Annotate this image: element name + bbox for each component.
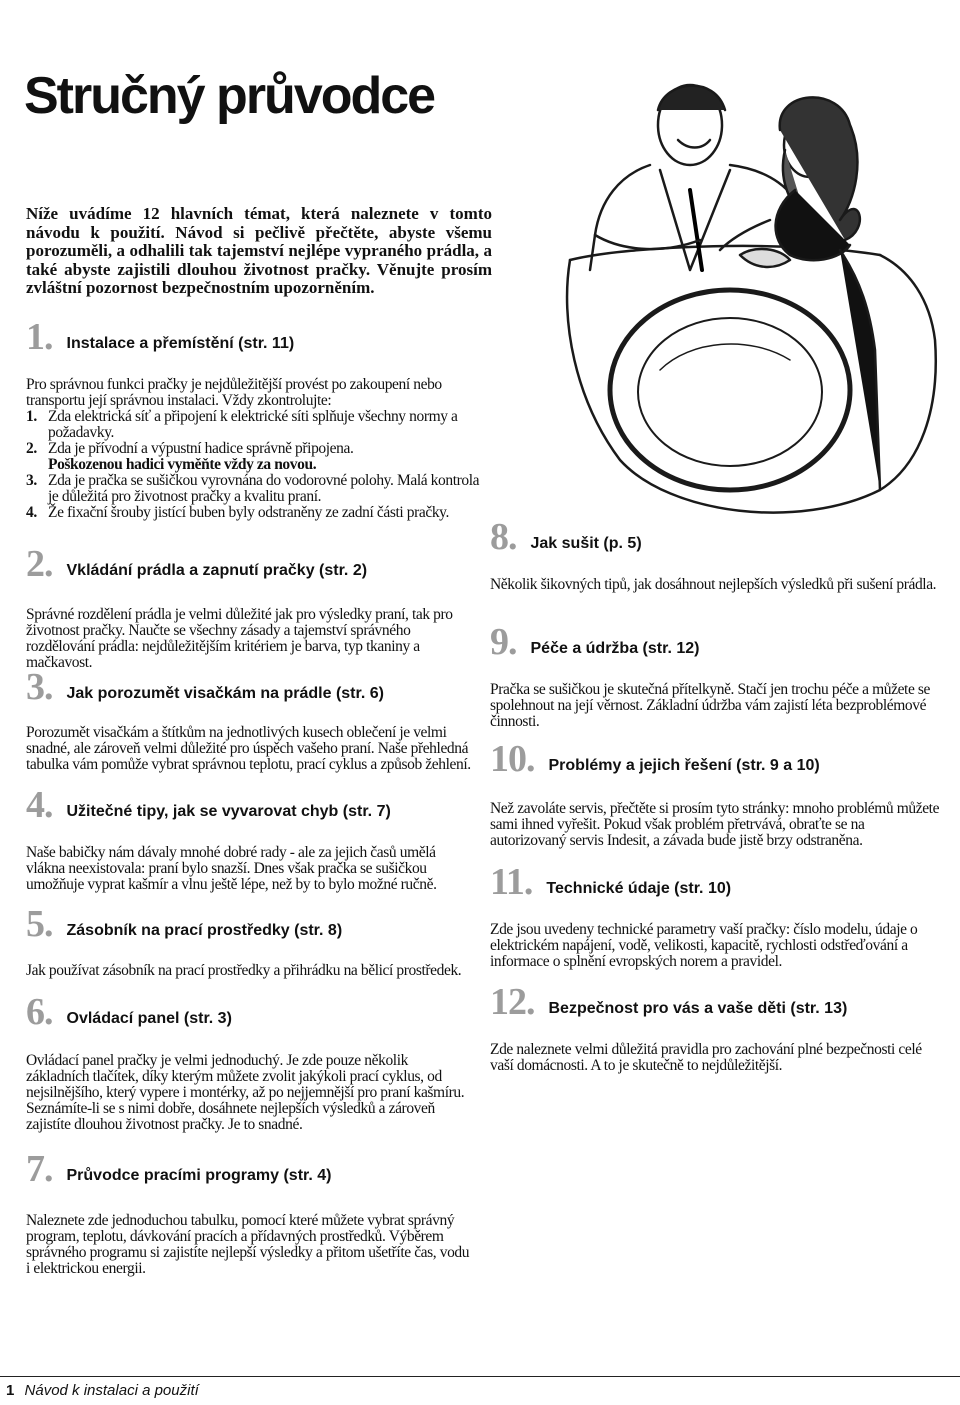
- section-5-header: [26, 905, 342, 943]
- section-10-body: Než zavoláte servis, přečtěte si prosím tyto stránky: mnoho problémů můžete sami ihned vyřešit. Pokud však problém přetrvává, obraťte se na autorizovaný servis Indesit, a závada bude jistě brzy odstraněna.: [490, 800, 940, 849]
- section-heading: Jak sušit (p. 5): [530, 535, 642, 552]
- section-heading: Péče a údržba (str. 12): [530, 640, 700, 657]
- section-1-text: Pro správnou funkci pračky je nejdůležitější provést po zakoupení nebo transportu její správnou instalaci. Vždy zkontrolujte:: [26, 376, 442, 409]
- section-number: 8.: [490, 516, 517, 558]
- section-4-header: [26, 786, 391, 824]
- section-12-body: Zde naleznete velmi důležitá pravidla pro zachování plné bezpečnosti celé vaší domácnosti. A to je skutečně to nejdůležitější.: [490, 1041, 922, 1074]
- section-heading: Užitečné tipy, jak se vyvarovat chyb (str. 7): [66, 803, 391, 820]
- section-1-body: [26, 377, 486, 521]
- section-1-header: [26, 318, 294, 356]
- couple-washing-machine-illustration: [540, 70, 960, 530]
- section-heading: Problémy a jejich řešení (str. 9 a 10): [548, 757, 820, 774]
- section-number: 12.: [490, 981, 535, 1023]
- list-item: 4. Že fixační šrouby jistící buben byly odstraněny ze zadní části pračky.: [26, 504, 449, 521]
- intro-paragraph: Níže uvádíme 12 hlavních témat, která naleznete v tomto návodu k použití. Návod si pečlivě přečtěte, abyste všemu porozuměli, a odhalili tak tajemství nejlépe vypraného prádla, a také abyste zajistili dlouhou životnost pračky. Věnujte prosím zvláštní pozornost bezpečnostním upozorněním.: [26, 204, 492, 297]
- list-item: 2. Zda je přívodní a výpustní hadice správně připojena. Poškozenou hadici vyměňte vždy za novou.: [26, 440, 354, 473]
- page-footer: [6, 1382, 199, 1399]
- section-5-body: Jak používat zásobník na prací prostředky a přihrádku na bělicí prostředek.: [26, 962, 462, 979]
- section-9-header: [490, 623, 699, 661]
- section-6-header: [26, 993, 232, 1031]
- section-2-body: Správné rozdělení prádla je velmi důležité jak pro výsledky praní, tak pro životnost pračky. Naučte se všechny zásady a tajemství správného rozdělování prádla: nejdůležitějším kritériem je barva, typ tkaniny a mačkavost.: [26, 606, 453, 671]
- warning-note: Poškozenou hadici vyměňte vždy za novou.: [48, 456, 317, 473]
- section-7-body: Naleznete zde jednoduchou tabulku, pomocí které můžete vybrat správný program, teplotu, dávkování pracích a přídavných prostředků. Výběrem správného programu si zajistíte nejlepší výsledky a přitom ušetříte čas, vodu i elektrickou energii.: [26, 1212, 470, 1277]
- page-number: 1: [6, 1382, 15, 1399]
- section-heading: Instalace a přemístění (str. 11): [66, 335, 295, 352]
- section-number: 9.: [490, 621, 517, 663]
- section-number: 5.: [26, 903, 53, 945]
- section-heading: Průvodce pracími programy (str. 4): [66, 1167, 332, 1184]
- section-7-header: [26, 1150, 331, 1188]
- page-title: Stručný průvodce: [24, 67, 435, 125]
- section-number: 3.: [26, 666, 53, 708]
- section-8-body: Několik šikovných tipů, jak dosáhnout nejlepších výsledků při sušení prádla.: [490, 576, 937, 593]
- footer-title: Návod k instalaci a použití: [24, 1382, 199, 1399]
- section-heading: Zásobník na prací prostředky (str. 8): [66, 922, 343, 939]
- section-4-body: Naše babičky nám dávaly mnohé dobré rady - ale za jejich časů umělá vlákna neexistovala: praní bylo snazší. Dnes však pračka se sušičkou umožňuje vyprat kašmír a vlnu ještě lépe, než by to bylo možné ručně.: [26, 844, 437, 893]
- section-12-header: [490, 983, 847, 1021]
- section-11-body: Zde jsou uvedeny technické parametry vaší pračky: číslo modelu, údaje o elektrickém napájení, vodě, velikosti, kapacitě, rychlosti odstřeďování a informace o splnění evropských norem a pravidel.: [490, 921, 918, 970]
- section-heading: Jak porozumět visačkám na prádle (str. 6): [66, 685, 384, 702]
- section-11-header: [490, 863, 731, 901]
- section-3-header: [26, 668, 384, 706]
- section-number: 1.: [26, 316, 53, 358]
- section-number: 10.: [490, 738, 535, 780]
- section-heading: Technické údaje (str. 10): [546, 880, 732, 897]
- section-heading: Ovládací panel (str. 3): [66, 1010, 232, 1027]
- section-number: 11.: [490, 861, 533, 903]
- section-6-body: Ovládací panel pračky je velmi jednoduchý. Je zde pouze několik základních tlačítek, díky kterým můžete zvolit jakýkoli prací cyklus, od nejsilnějšího, který vypere i montérky, až po nejjemnější pro praní kašmíru. Seznámíte-li se s nimi dobře, dosáhnete nejlepších výsledků a zároveň zajistíte dlouhou životnost pračky. Je to snadné.: [26, 1052, 465, 1133]
- footer-divider: [0, 1376, 960, 1377]
- section-number: 6.: [26, 991, 53, 1033]
- section-8-header: [490, 518, 642, 556]
- section-number: 4.: [26, 784, 53, 826]
- section-number: 2.: [26, 543, 53, 585]
- section-heading: Vkládání prádla a zapnutí pračky (str. 2): [66, 562, 368, 579]
- section-number: 7.: [26, 1148, 53, 1190]
- section-3-body: Porozumět visačkám a štítkům na jednotlivých kusech oblečení je velmi snadné, ale zároveň velmi důležité pro úspěch vašeho praní. Naše přehledná tabulka vám pomůže vybrat správnou teplotu, prací cyklus a způsob žehlení.: [26, 724, 471, 773]
- list-item: 1. Zda elektrická síť a připojení k elektrické síti splňuje všechny normy a požadavky.: [26, 408, 458, 441]
- section-10-header: [490, 740, 820, 778]
- checklist: [26, 409, 486, 521]
- section-heading: Bezpečnost pro vás a vaše děti (str. 13): [548, 1000, 848, 1017]
- section-9-body: Pračka se sušičkou je skutečná přítelkyně. Stačí jen trochu péče a můžete se spolehnout na její věrnost. Základní údržba vám zajistí léta bezproblémové činnosti.: [490, 681, 931, 730]
- list-item: 3. Zda je pračka se sušičkou vyrovnána do vodorovné polohy. Malá kontrola je důležitá pro životnost pračky a kvalitu praní.: [26, 472, 480, 505]
- section-2-header: [26, 545, 367, 583]
